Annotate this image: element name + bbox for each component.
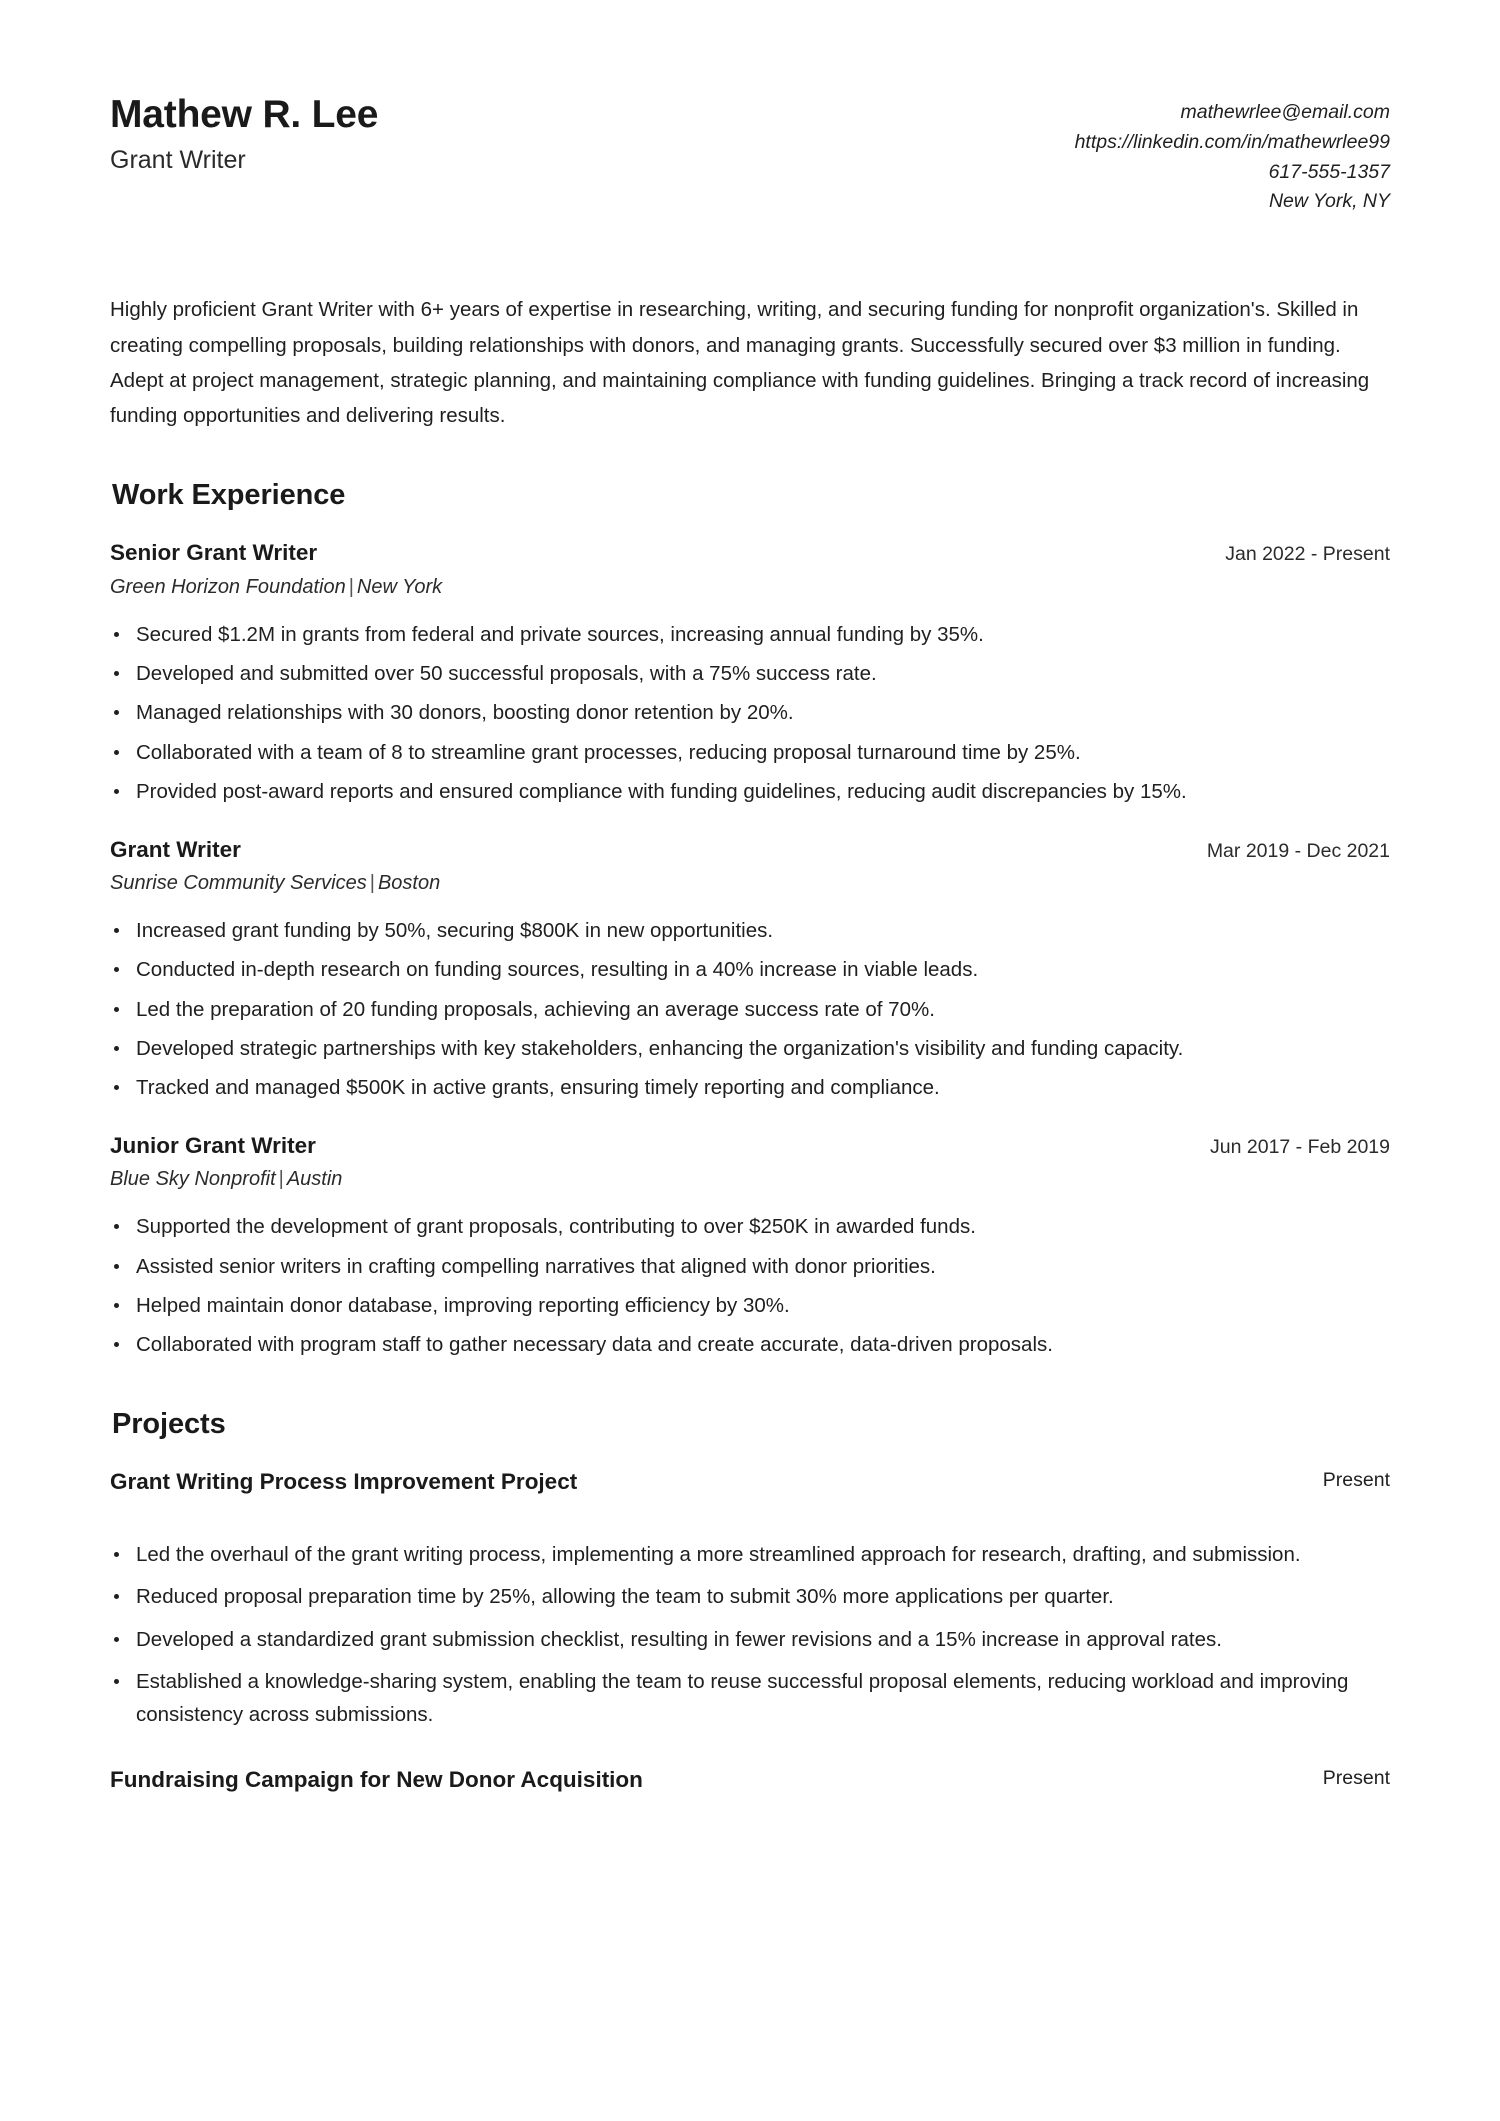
contact-phone[interactable]: 617-555-1357 bbox=[1268, 160, 1390, 183]
project-bullets bbox=[110, 1539, 1390, 1731]
bullet-item: Supported the development of grant proposals, contributing to over $250K in awarded funds. bbox=[110, 1211, 1390, 1243]
bullet-item: Assisted senior writers in crafting compelling narratives that aligned with donor priorities. bbox=[110, 1251, 1390, 1283]
section-title-projects: Projects bbox=[112, 1407, 226, 1440]
project-entry bbox=[110, 1467, 1390, 1731]
experience-company: Green Horizon Foundation bbox=[110, 575, 346, 598]
experience-bullets bbox=[110, 619, 1390, 809]
professional-title: Grant Writer bbox=[110, 146, 246, 175]
experience-entry-head bbox=[110, 835, 1390, 865]
bullet-item: Collaborated with a team of 8 to streamline grant processes, reducing proposal turnaround time by 25%. bbox=[110, 737, 1390, 769]
bullet-item: Secured $1.2M in grants from federal and private sources, increasing annual funding by 35%. bbox=[110, 619, 1390, 651]
project-date: Present bbox=[1322, 1468, 1390, 1491]
org-separator: | bbox=[348, 575, 354, 598]
experience-location: Boston bbox=[377, 871, 441, 894]
bullet-item: Managed relationships with 30 donors, boosting donor retention by 20%. bbox=[110, 697, 1390, 729]
experience-company: Blue Sky Nonprofit bbox=[110, 1168, 276, 1191]
experience-role: Grant Writer bbox=[110, 836, 241, 862]
resume-header bbox=[110, 0, 1390, 217]
project-entry bbox=[110, 1765, 1390, 1795]
bullet-item: Developed strategic partnerships with key stakeholders, enhancing the organization's visibility and funding capacity. bbox=[110, 1033, 1390, 1065]
bullet-item: Reduced proposal preparation time by 25%, allowing the team to submit 30% more applications per quarter. bbox=[110, 1581, 1390, 1613]
contact-email[interactable]: mathewrlee@email.com bbox=[1180, 101, 1390, 123]
full-name: Mathew R. Lee bbox=[110, 93, 379, 136]
experience-date: Jun 2017 - Feb 2019 bbox=[1210, 1135, 1390, 1158]
bullet-item: Led the preparation of 20 funding proposals, achieving an average success rate of 70%. bbox=[110, 994, 1390, 1026]
project-date: Present bbox=[1322, 1766, 1390, 1789]
experience-role: Senior Grant Writer bbox=[110, 540, 318, 566]
project-entry-head bbox=[110, 1467, 1390, 1497]
project-entry-head bbox=[110, 1765, 1390, 1795]
section-projects bbox=[110, 1408, 1390, 1796]
experience-entry bbox=[110, 835, 1390, 1105]
experience-location: New York bbox=[356, 575, 443, 598]
experience-entry bbox=[110, 538, 1390, 808]
bullet-item: Led the overhaul of the grant writing process, implementing a more streamlined approach for research, drafting, and submission. bbox=[110, 1539, 1390, 1571]
project-name: Fundraising Campaign for New Donor Acquisition bbox=[110, 1766, 643, 1792]
experience-role: Junior Grant Writer bbox=[110, 1132, 316, 1158]
contact-linkedin[interactable]: https://linkedin.com/in/mathewrlee99 bbox=[1074, 130, 1390, 153]
experience-bullets bbox=[110, 1211, 1390, 1362]
project-name: Grant Writing Process Improvement Project bbox=[110, 1468, 578, 1494]
experience-company: Sunrise Community Services bbox=[110, 871, 367, 894]
bullet-item: Established a knowledge-sharing system, enabling the team to reuse successful proposal elements, reducing workload and improving consistency across submissions. bbox=[110, 1666, 1390, 1731]
experience-organization bbox=[110, 1165, 1390, 1193]
section-title-work-experience: Work Experience bbox=[112, 479, 346, 512]
experience-entry bbox=[110, 1131, 1390, 1362]
identity-block bbox=[110, 92, 378, 177]
experience-organization bbox=[110, 869, 1390, 897]
section-work-experience bbox=[110, 479, 1390, 1361]
bullet-item: Helped maintain donor database, improving reporting efficiency by 30%. bbox=[110, 1290, 1390, 1322]
experience-bullets bbox=[110, 915, 1390, 1105]
bullet-item: Developed a standardized grant submission checklist, resulting in fewer revisions and a 15% increase in approval rates. bbox=[110, 1624, 1390, 1656]
experience-date: Mar 2019 - Dec 2021 bbox=[1206, 839, 1390, 862]
bullet-item: Increased grant funding by 50%, securing $800K in new opportunities. bbox=[110, 915, 1390, 947]
experience-organization bbox=[110, 573, 1390, 601]
professional-summary: Highly proficient Grant Writer with 6+ years of expertise in researching, writing, and securing funding for nonprofit organization's. Skilled in creating compelling proposals, building relationships with donors, and managing grants. Successfully secured over $3 million in funding. Adept at project management, strategic planning, and maintaining compliance with funding guidelines. Bringing a track record of increasing funding opportunities and delivering results. bbox=[110, 298, 1370, 428]
bullet-item: Conducted in-depth research on funding sources, resulting in a 40% increase in viable leads. bbox=[110, 954, 1390, 986]
org-separator: | bbox=[369, 871, 375, 894]
experience-entry-head bbox=[110, 538, 1390, 568]
contact-block bbox=[1075, 92, 1390, 217]
contact-location: New York, NY bbox=[1268, 190, 1390, 213]
bullet-item: Tracked and managed $500K in active grants, ensuring timely reporting and compliance. bbox=[110, 1072, 1390, 1104]
bullet-item: Provided post-award reports and ensured compliance with funding guidelines, reducing audit discrepancies by 15%. bbox=[110, 776, 1390, 808]
experience-entry-head bbox=[110, 1131, 1390, 1161]
bullet-item: Collaborated with program staff to gather necessary data and create accurate, data-driven proposals. bbox=[110, 1329, 1390, 1361]
bullet-item: Developed and submitted over 50 successful proposals, with a 75% success rate. bbox=[110, 658, 1390, 690]
experience-date: Jan 2022 - Present bbox=[1225, 543, 1390, 566]
experience-location: Austin bbox=[286, 1168, 343, 1191]
org-separator: | bbox=[278, 1168, 284, 1191]
